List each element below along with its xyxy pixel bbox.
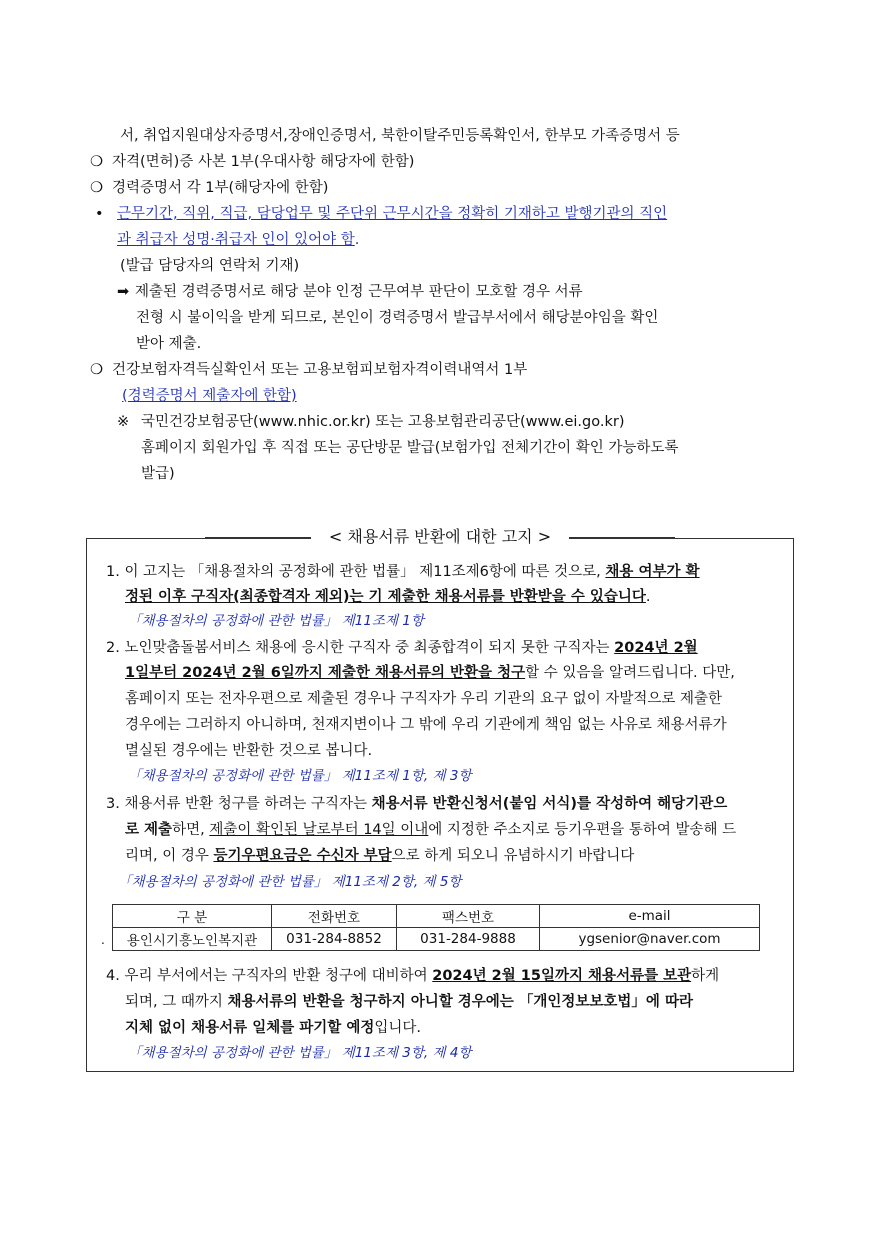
notice-item-2 <box>106 638 698 658</box>
notice-title <box>0 523 880 551</box>
table-header: 구 분 <box>113 905 272 928</box>
item-text: 제출된 경력증명서로 해당 분야 인정 근무여부 판단이 모호할 경우 서류 <box>135 284 583 300</box>
text-line <box>125 587 651 607</box>
text-line: 경우에는 그러하지 아니하며, 천재지변이나 그 밖에 우리 기관에게 책임 없는 사유로 채용서류가 <box>125 717 727 733</box>
table-header-row <box>113 905 760 928</box>
list-item <box>90 152 414 172</box>
emphasis-text: 로 제출 <box>125 822 173 838</box>
text-line: 홈페이지 또는 전자우편으로 제출된 경우나 구직자가 우리 기관의 요구 없이 자발적으로 제출한 <box>125 691 722 707</box>
arrow-icon: ➡ <box>117 284 130 300</box>
item-text: 으로 하게 되오니 유념하시기 바랍니다 <box>391 848 635 864</box>
text-line: 멸실된 경우에는 반환한 것으로 봅니다. <box>125 743 373 759</box>
notice-item-3 <box>106 794 727 814</box>
circle-bullet-icon: ❍ <box>90 180 103 196</box>
item-text: 하게 <box>691 968 720 984</box>
item-text: 국민건강보험공단(www.nhic.or.kr) 또는 고용보험관리공단(www.ei.go.kr) <box>141 414 625 430</box>
item-text: 3. 채용서류 반환 청구를 하려는 구직자는 <box>106 796 372 812</box>
table-header: 전화번호 <box>272 905 397 928</box>
text-line <box>125 663 735 683</box>
table-row <box>113 928 760 951</box>
period: . <box>645 589 651 605</box>
item-text: 건강보험자격득실확인서 또는 고용보험피보험자격이력내역서 1부 <box>112 362 528 378</box>
item-text: 하면, <box>172 822 210 838</box>
text-line <box>125 1018 421 1038</box>
underlined-text: 제출이 확인된 날로부터 14일 이내 <box>209 822 429 838</box>
item-text: 에 지정한 주소지로 등기우편을 통하여 발송해 드 <box>428 822 737 838</box>
title-dash-left <box>205 537 311 539</box>
table-cell: 용인시기흥노인복지관 <box>113 928 272 951</box>
item-text: 과 취급자 성명·취급자 인이 있어야 함 <box>117 232 355 248</box>
emphasis-text: 지체 없이 채용서류 일체를 파기할 예정 <box>125 1020 375 1036</box>
table-dot: . <box>101 933 105 947</box>
circle-bullet-icon: ❍ <box>90 362 103 378</box>
item-text: 1. 이 고지는 「채용절차의 공정화에 관한 법률」 제11조제6항에 따른 것으로, <box>106 564 606 580</box>
item-text: 근무기간, 직위, 직급, 담당업무 및 주단위 근무시간을 정확히 기재하고 발행기관의 직인 <box>117 206 668 222</box>
text-line <box>117 230 359 250</box>
text-line: 전형 시 불이익을 받게 되므로, 본인이 경력증명서 발급부서에서 해당분야임을 확인 <box>136 310 659 326</box>
title-dash-right <box>569 537 675 539</box>
table-header: 팩스번호 <box>397 905 540 928</box>
item-text: 입니다. <box>374 1020 421 1036</box>
text-line: (발급 담당자의 연락처 기재) <box>120 258 300 274</box>
text-line <box>125 992 693 1012</box>
item-text: 자격(면허)증 사본 1부(우대사항 해당자에 한함) <box>112 154 415 170</box>
item-text: 할 수 있음을 알려드립니다. 다만, <box>525 665 735 681</box>
emphasis-text: 채용서류의 반환을 청구하지 아니할 경우에는 「개인정보보호법」에 따라 <box>227 994 693 1010</box>
text-line: 서, 취업지원대상자증명서,장애인증명서, 북한이탈주민등록확인서, 한부모 가족증명서 등 <box>120 128 680 144</box>
list-item <box>95 204 667 224</box>
list-item <box>117 282 583 302</box>
notice-item-4 <box>106 966 719 986</box>
table-cell: 031-284-8852 <box>272 928 397 951</box>
text-line <box>125 820 736 840</box>
legal-reference: 「채용절차의 공정화에 관한 법률」 제11조제 2항, 제 5항 <box>118 874 462 890</box>
item-text: 2. 노인맞춤돌봄서비스 채용에 응시한 구직자 중 최종합격이 되지 못한 구직자는 <box>106 640 615 656</box>
text-line: 발급) <box>141 466 175 482</box>
email-cell: ygsenior@naver.com <box>540 928 760 951</box>
table-header: e-mail <box>540 905 760 928</box>
list-item <box>90 360 527 380</box>
emphasis-text: 채용서류 반환신청서(붙임 서식)를 작성하여 해당기관으 <box>371 796 728 812</box>
text-line <box>125 846 634 866</box>
item-text: 리며, 이 경우 <box>125 848 214 864</box>
text-line: 받아 제출. <box>136 336 202 352</box>
notice-title-text: < 채용서류 반환에 대한 고지 > <box>311 527 569 546</box>
legal-reference: 「채용절차의 공정화에 관한 법률」 제11조제 3항, 제 4항 <box>128 1045 472 1061</box>
dot-bullet-icon: • <box>95 206 104 222</box>
legal-reference: 「채용절차의 공정화에 관한 법률」 제11조제 1항 <box>128 613 424 629</box>
text-line: 홈페이지 회원가입 후 직접 또는 공단방문 발급(보험가입 전체기간이 확인 가능하도록 <box>141 440 679 456</box>
emphasis-text: 정된 이후 구직자(최종합격자 제외)는 기 제출한 채용서류를 반환받을 수 있습니다 <box>125 589 646 605</box>
notice-item-1 <box>106 562 700 582</box>
list-item <box>117 412 625 432</box>
text-line: (경력증명서 제출자에 한함) <box>122 388 297 404</box>
emphasis-text: 2024년 2월 <box>614 640 698 656</box>
list-item <box>90 178 328 198</box>
item-text: 되며, 그 때까지 <box>125 994 228 1010</box>
note-mark-icon: ※ <box>117 414 130 430</box>
legal-reference: 「채용절차의 공정화에 관한 법률」 제11조제 1항, 제 3항 <box>128 768 472 784</box>
emphasis-text: 채용 여부가 확 <box>605 564 700 580</box>
emphasis-text: 2024년 2월 15일까지 채용서류를 보관 <box>432 968 692 984</box>
period: . <box>354 232 360 248</box>
contact-table <box>112 904 760 951</box>
emphasis-text: 1일부터 2024년 2월 6일까지 제출한 채용서류의 반환을 청구 <box>125 665 526 681</box>
emphasis-text: 등기우편요금은 수신자 부담 <box>213 848 392 864</box>
circle-bullet-icon: ❍ <box>90 154 103 170</box>
item-text: 경력증명서 각 1부(해당자에 한함) <box>112 180 329 196</box>
item-text: 4. 우리 부서에서는 구직자의 반환 청구에 대비하여 <box>106 968 433 984</box>
table-cell: 031-284-9888 <box>397 928 540 951</box>
